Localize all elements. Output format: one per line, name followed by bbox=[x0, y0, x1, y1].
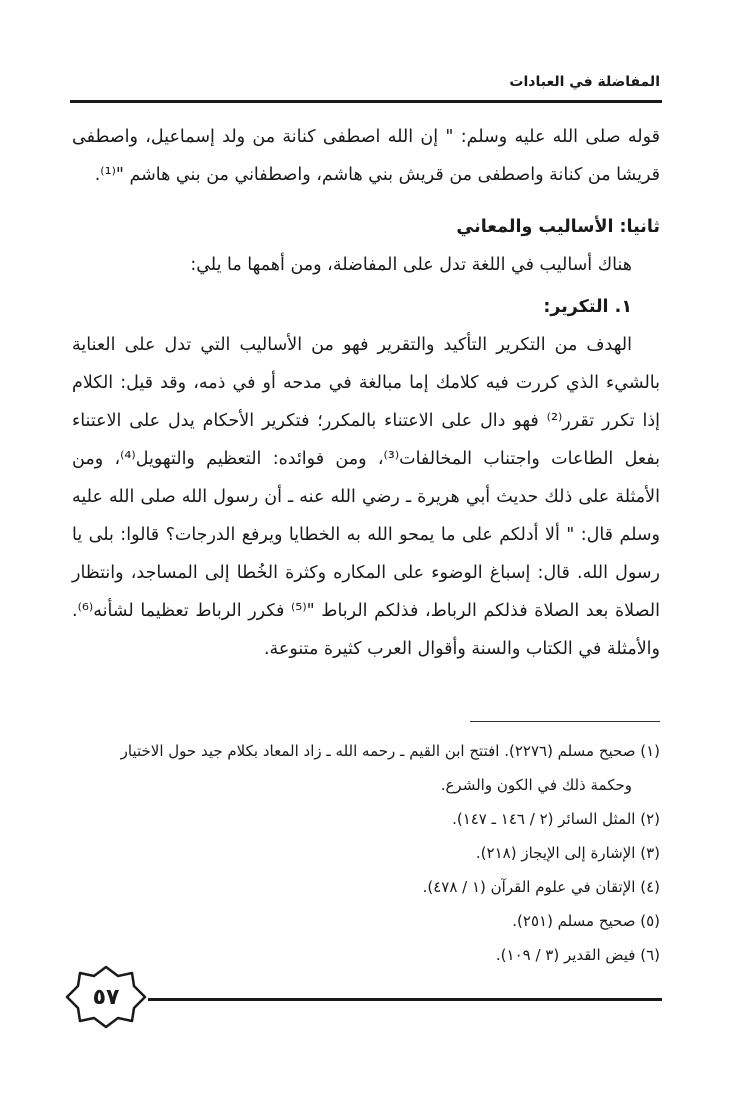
main-text bbox=[72, 118, 660, 668]
header-rule bbox=[70, 100, 662, 103]
footnote-1: (١) صحيح مسلم (٢٢٧٦). افتتح ابن القيم ـ رحمه الله ـ زاد المعاد بكلام جيد حول الاختيار bbox=[120, 742, 660, 760]
sub-heading: ١. التكرير: bbox=[543, 297, 632, 317]
footnotes bbox=[72, 734, 660, 972]
footnote-separator bbox=[470, 721, 660, 722]
footnote-4: (٤) الإتقان في علوم القرآن (١ / ٤٧٨). bbox=[422, 878, 660, 896]
section-heading: ثانيا: الأساليب والمعاني bbox=[456, 217, 660, 237]
running-header-title: المفاضلة في العبادات bbox=[509, 74, 660, 90]
paragraph-hadith: قوله صلى الله عليه وسلم: " إن الله اصطفى كنانة من ولد إسماعيل، واصطفى قريشا من كنانة واصطفى من قريش بني هاشم، واصطفاني من بني هاشم "⁽¹⁾. bbox=[72, 127, 660, 185]
footnote-2: (٢) المثل السائر (٢ / ١٤٦ ـ ١٤٧). bbox=[452, 810, 660, 828]
spacer bbox=[72, 194, 660, 202]
paragraph-repetition: الهدف من التكرير التأكيد والتقرير فهو من الأساليب التي تدل على العناية بالشيء الذي كررت فيه كلامك إما مبالغة في مدحه أو في ذمه، وقد قيل: الكلام إذا تكرر تقرر⁽²⁾ فهو دال على الاعتناء بالمكرر؛ فتكرير الأحكام يدل على الاعتناء بفعل الطاعات واجتناب المخالفات⁽³⁾، ومن فوائده: التعظيم والتهويل⁽⁴⁾، ومن الأمثلة على ذلك حديث أبي هريرة ـ رضي الله عنه ـ أن رسول الله صلى الله عليه وسلم قال: " ألا أدلكم على ما يمحو الله به الخطايا ويرفع الدرجات؟ قالوا: بلى يا رسول الله. قال: إسباغ الوضوء على المكاره وكثرة الخُطا إلى المساجد، وانتظار الصلاة بعد الصلاة فذلكم الرباط، فذلكم الرباط "⁽⁵⁾ فكرر الرباط تعظيما لشأنه⁽⁶⁾. والأمثلة في الكتاب والسنة وأقوال العرب كثيرة متنوعة. bbox=[72, 335, 661, 659]
paragraph-intro: هناك أساليب في اللغة تدل على المفاضلة، ومن أهمها ما يلي: bbox=[190, 255, 632, 275]
footnote-6: (٦) فيض القدير (٣ / ١٠٩). bbox=[495, 946, 660, 964]
footnote-3: (٣) الإشارة إلى الإيجاز (٢١٨). bbox=[475, 844, 660, 862]
footer-rule bbox=[148, 998, 662, 1001]
page-number: ٥٧ bbox=[92, 984, 120, 1010]
footnote-1-continued: وحكمة ذلك في الكون والشرع. bbox=[440, 776, 632, 794]
footnote-5: (٥) صحيح مسلم (٢٥١). bbox=[512, 912, 660, 930]
